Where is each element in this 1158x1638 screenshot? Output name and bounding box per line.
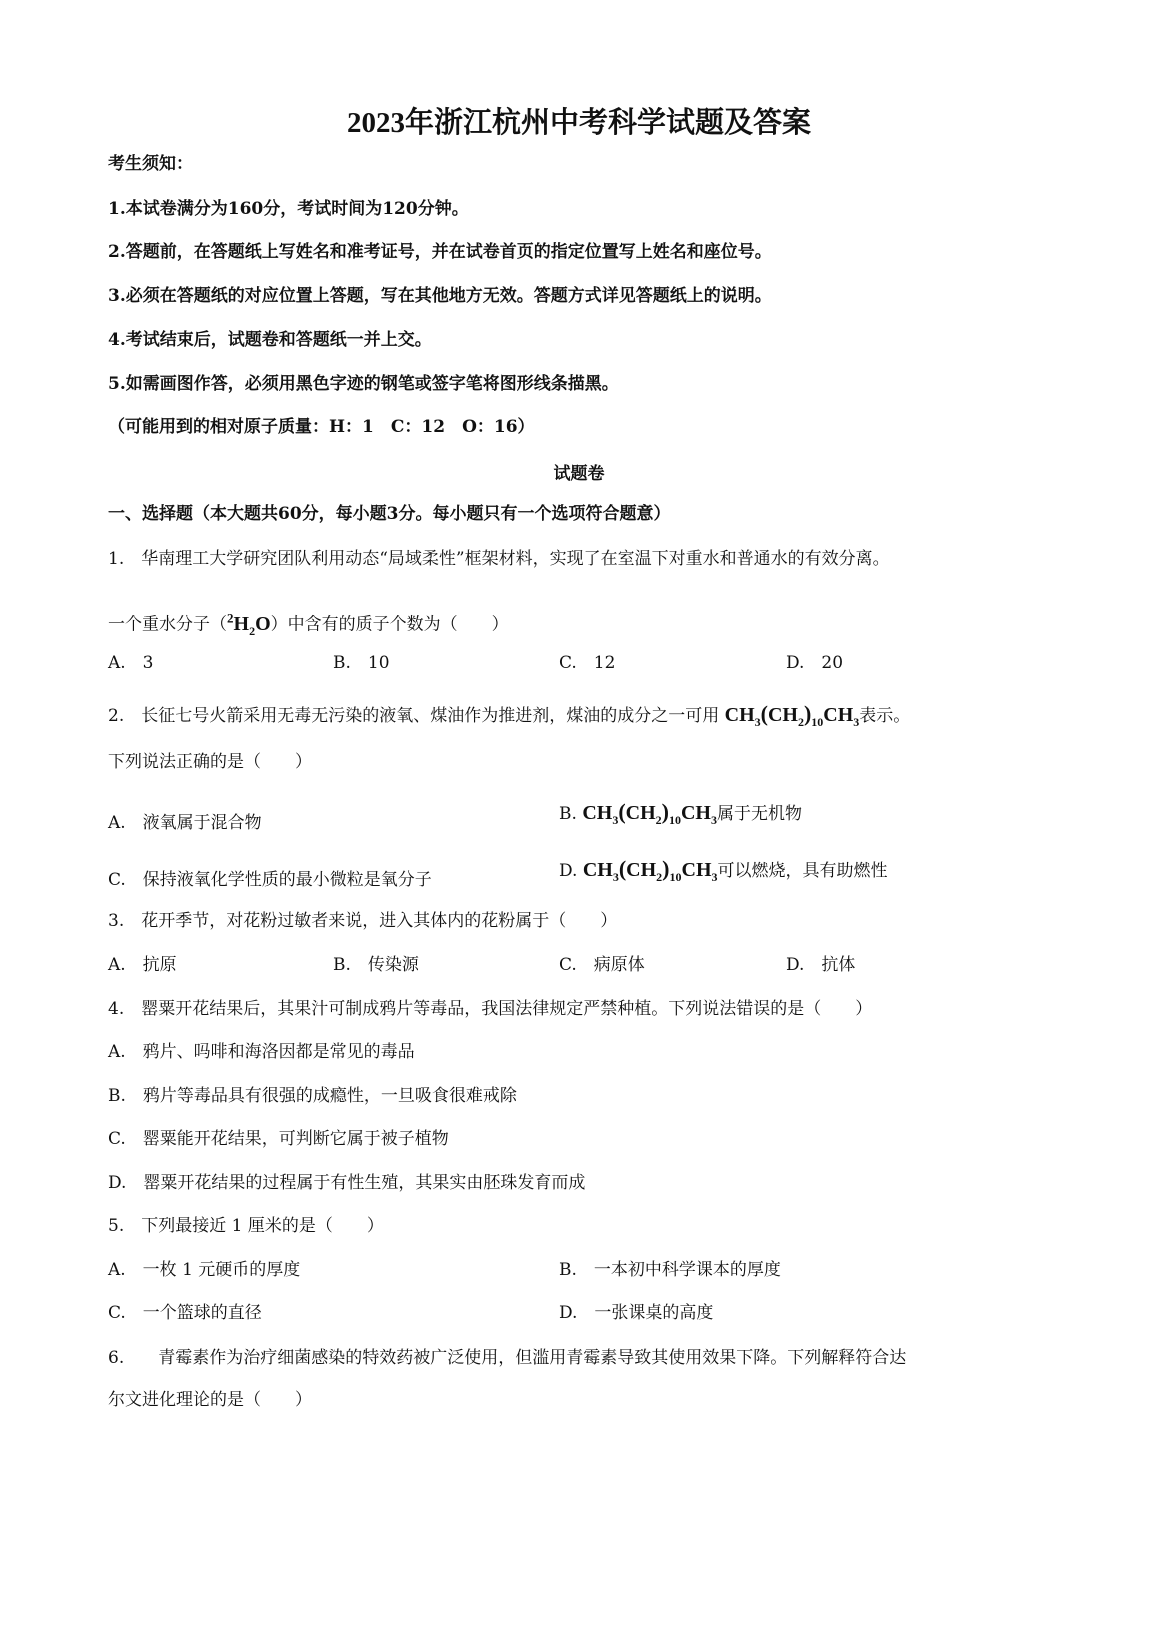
question-2-option-a: A. 液氧属于混合物 [108, 813, 262, 833]
question-2-option-d: D. $CH_3(CH_2)_{10}CH_3$可以燃烧，具有助燃性 [559, 856, 888, 884]
question-2-line1: 2. 长征七号火箭采用无毒无污染的液氧、煤油作为推进剂，煤油的成分之一可用 $CH_3(CH_2)_{10}CH_3$表示。 [108, 701, 911, 729]
question-2-option-b: B. $CH_3(CH_2)_{10}CH_3$属于无机物 [559, 799, 802, 827]
question-3-option-c: C. 病原体 [559, 955, 645, 975]
question-1-line2 [108, 606, 509, 643]
notice-item: 4.考试结束后，试题卷和答题纸一并上交。 [108, 330, 432, 350]
question-1-option-a: A. 3 [108, 653, 154, 673]
notice-item: 2.答题前，在答题纸上写姓名和准考证号，并在试卷首页的指定位置写上姓名和座位号。 [108, 242, 772, 262]
question-1-option-b: B. 10 [333, 653, 390, 673]
notice-item: 5.如需画图作答，必须用黑色字迹的钢笔或签字笔将图形线条描黑。 [108, 374, 619, 394]
question-1-text-post: ）中含有的质子个数为（ ） [270, 614, 509, 635]
kerosene-formula: $CH_3(CH_2)_{10}CH_3$ [724, 701, 860, 729]
question-4-option-c: C. 罂粟能开花结果，可判断它属于被子植物 [108, 1129, 449, 1149]
notice-item: 1.本试卷满分为160分，考试时间为120分钟。 [108, 199, 469, 219]
question-5-option-d: D. 一张课桌的高度 [559, 1303, 714, 1323]
question-3-option-b: B. 传染源 [333, 955, 419, 975]
section-title: 试题卷 [553, 464, 605, 484]
notice-heading: 考生须知： [108, 154, 193, 174]
question-5-option-b: B. 一本初中科学课本的厚度 [559, 1260, 781, 1280]
question-4-option-a: A. 鸦片、吗啡和海洛因都是常见的毒品 [108, 1042, 415, 1062]
question-6-line2: 尔文进化理论的是（ ） [108, 1390, 312, 1410]
question-6-line1: 6. 青霉素作为治疗细菌感染的特效药被广泛使用，但滥用青霉素导致其使用效果下降。下列解释符合达 [108, 1348, 907, 1368]
question-2-line2: 下列说法正确的是（ ） [108, 752, 312, 772]
kerosene-formula: $CH_3(CH_2)_{10}CH_3$ [582, 856, 718, 884]
document-title: 2023年浙江杭州中考科学试题及答案 [346, 107, 811, 139]
question-5-option-a: A. 一枚 1 元硬币的厚度 [108, 1260, 301, 1280]
question-3-option-d: D. 抗体 [786, 955, 856, 975]
question-3-option-a: A. 抗原 [108, 955, 177, 975]
question-5-stem: 5. 下列最接近 1 厘米的是（ ） [108, 1216, 384, 1236]
question-4-stem: 4. 罂粟开花结果后，其果汁可制成鸦片等毒品，我国法律规定严禁种植。下列说法错误的是（ ） [108, 999, 873, 1019]
question-3-stem: 3. 花开季节，对花粉过敏者来说，进入其体内的花粉属于（ ） [108, 911, 618, 931]
question-1-text-pre: 一个重水分子（ [108, 614, 227, 635]
notice-item: 3.必须在答题纸的对应位置上答题，写在其他地方无效。答题方式详见答题纸上的说明。 [108, 286, 772, 306]
question-5-option-c: C. 一个篮球的直径 [108, 1303, 262, 1323]
atomic-mass-note: （可能用到的相对原子质量：H：1 C：12 O：16） [108, 417, 535, 437]
question-1-option-c: C. 12 [559, 653, 616, 673]
question-1-line1: 1. 华南理工大学研究团队利用动态“局域柔性”框架材料，实现了在室温下对重水和普通水的有效分离。 [108, 549, 890, 569]
kerosene-formula: $CH_3(CH_2)_{10}CH_3$ [582, 799, 717, 827]
question-4-option-b: B. 鸦片等毒品具有很强的成瘾性，一旦吸食很难戒除 [108, 1086, 517, 1106]
heavy-water-formula: $^2H_2O$ [227, 610, 271, 638]
question-1-option-d: D. 20 [786, 653, 844, 673]
question-4-option-d: D. 罂粟开花结果的过程属于有性生殖，其果实由胚珠发育而成 [108, 1173, 586, 1193]
part-title: 一、选择题（本大题共60分，每小题3分。每小题只有一个选项符合题意） [108, 504, 671, 524]
question-2-option-c: C. 保持液氧化学性质的最小微粒是氧分子 [108, 870, 432, 890]
